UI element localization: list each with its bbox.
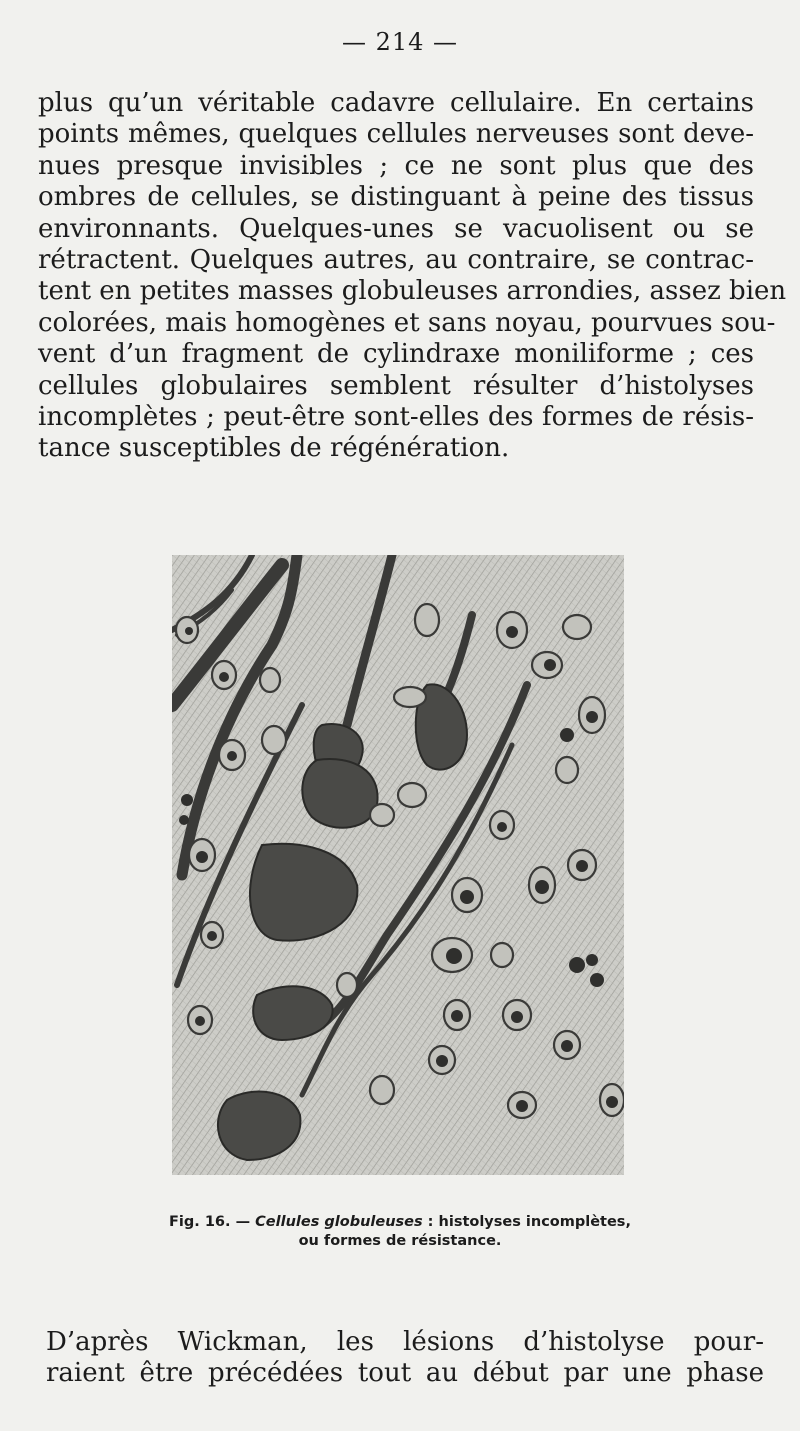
caption-line-1 xyxy=(0,1213,800,1232)
paragraph-line: tance susceptibles de régénération. xyxy=(38,433,510,464)
paragraph-line: rétractent. Quelques autres, au contraire, se contrac- xyxy=(38,245,754,276)
paragraph-line: cellules globulaires semblent résulter d’histolyses xyxy=(38,370,754,401)
paragraph-line: ombres de cellules, se distinguant à peine des tissus xyxy=(38,182,754,213)
paragraph-line: nues presque invisibles ; ce ne sont plus que des xyxy=(38,150,754,181)
histology-illustration xyxy=(172,555,624,1175)
caption-title: Cellules globuleuses xyxy=(255,1214,423,1230)
histology-figure xyxy=(172,555,624,1175)
caption-line-2: ou formes de résistance. xyxy=(298,1233,502,1249)
paragraph-line: colorées, mais homogènes et sans noyau, pourvues sou- xyxy=(38,307,776,338)
paragraph-line: plus qu’un véritable cadavre cellulaire. En certains xyxy=(38,88,754,118)
body-paragraph xyxy=(38,88,787,465)
continuation-line: D’après Wickman, les lésions d’histolyse pour- xyxy=(46,1327,764,1357)
paragraph-line: vent d’un fragment de cylindraxe moniliforme ; ces xyxy=(38,339,754,370)
page-number: — 214 — xyxy=(341,28,459,56)
continuation-line: raient être précédées tout au début par une phase xyxy=(46,1358,764,1388)
figure-caption xyxy=(0,1213,800,1251)
paragraph-line: environnants. Quelques-unes se vacuolisent ou se xyxy=(38,213,754,244)
paragraph-line: incomplètes ; peut-être sont-elles des formes de résis- xyxy=(38,402,754,433)
continuation-paragraph xyxy=(46,1327,764,1389)
figure-label: Fig. 16. xyxy=(169,1214,231,1230)
paragraph-line: points mêmes, quelques cellules nerveuses sont deve- xyxy=(38,119,754,150)
paragraph-line: tent en petites masses globuleuses arrondies, assez bien xyxy=(38,276,787,307)
caption-title-rest: : histolyses incomplètes, xyxy=(422,1214,631,1230)
caption-dash: — xyxy=(235,1214,251,1230)
